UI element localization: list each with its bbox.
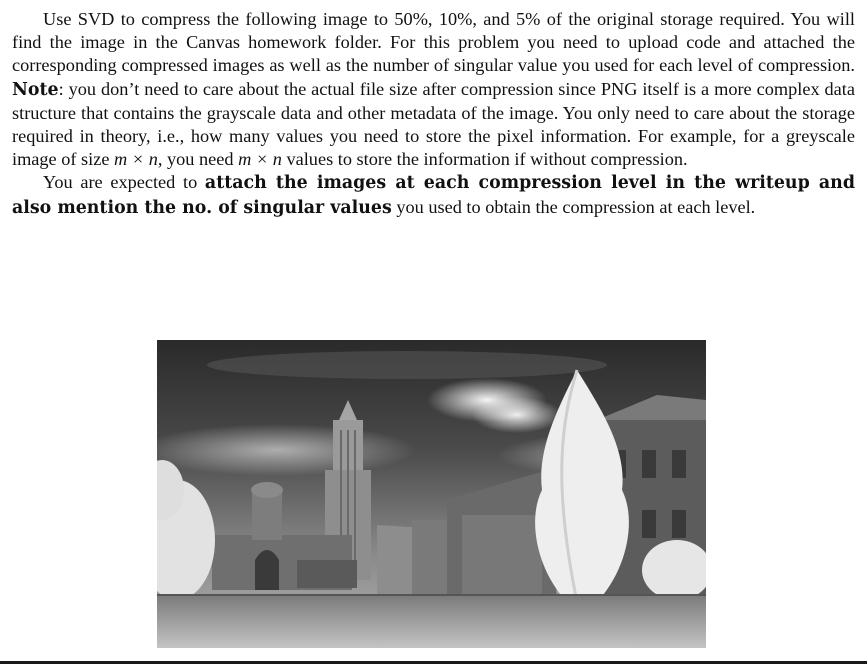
note-label: Note: [12, 79, 59, 100]
expectation-text-2: you used to obtain the compression at each level.: [391, 196, 756, 217]
instructions-text-1: Use SVD to compress the following image to 50%, 10%, and 5% of the original storage required. You will find the image in the Canvas homework folder. For this problem you need to upload code and attached the corresponding compressed images as well as the number of singular value you used for each level of compression.: [12, 9, 855, 76]
bottom-rule: [0, 661, 867, 664]
instructions-text-4: values to store the information if without compression.: [281, 149, 688, 170]
instructions-text-2: : you don’t need to care about the actual file size after compression since PNG itself is a more complex data structure that contains the grayscale data and other metadata of the image. You only need to care about the storage required in theory, i.e., how many values you need to store the pixel information. For example, for a greyscale image of size: [12, 78, 855, 170]
campus-photo: [157, 340, 706, 648]
problem-text: [12, 8, 855, 220]
instructions-text-3: , you need: [157, 149, 239, 170]
math-size-1: m × n: [114, 149, 158, 170]
math-size-2: m × n: [238, 149, 282, 170]
instructions-paragraph: [12, 8, 855, 171]
expectation-paragraph: [12, 171, 855, 219]
campus-photo-drawing: [157, 340, 706, 648]
expectation-text-1: You are expected to: [43, 172, 205, 193]
expectation-bold: attach the images at each compression level in the writeup and also mention the no. of singular values: [12, 173, 855, 218]
